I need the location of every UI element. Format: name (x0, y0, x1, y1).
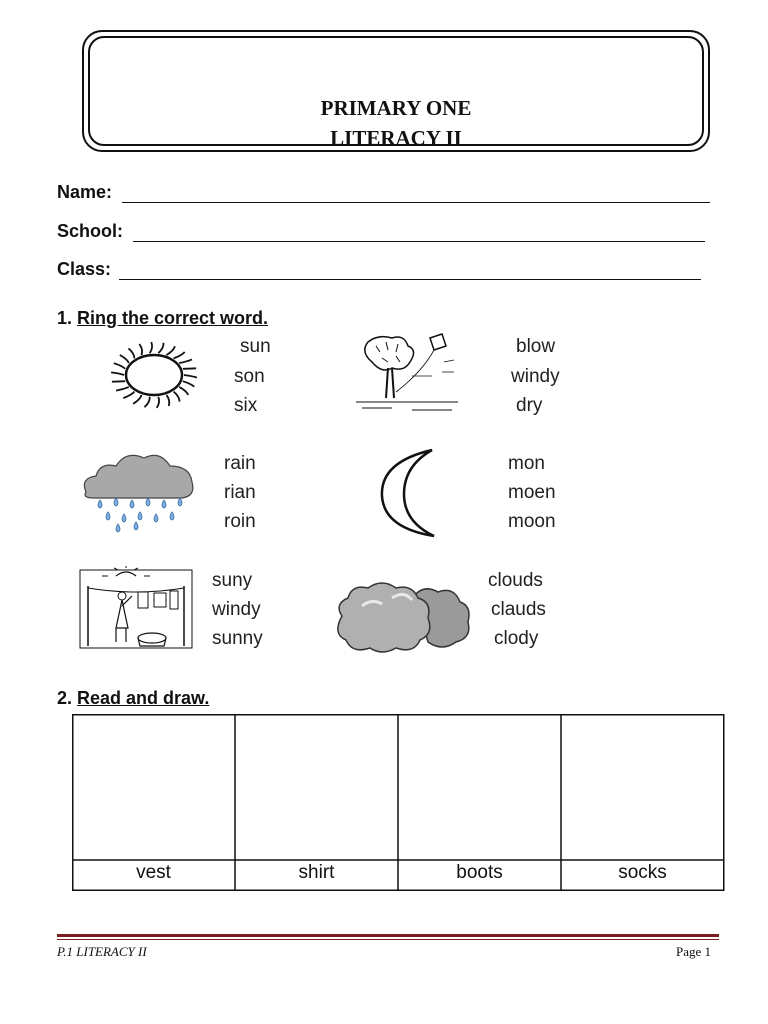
q1-word[interactable]: dry (516, 395, 543, 416)
draw-cell-vest[interactable] (73, 715, 234, 859)
q1-word[interactable]: rain (224, 453, 256, 474)
class-line[interactable] (119, 279, 701, 280)
q1-word[interactable]: sunny (212, 628, 263, 649)
cell-label-vest: vest (136, 862, 171, 883)
q2-heading-text: Read and draw. (77, 688, 210, 708)
q1-word[interactable]: mon (508, 453, 545, 474)
clouds-icon (332, 576, 474, 658)
q1-word[interactable]: windy (511, 366, 560, 387)
rain-cloud-icon (78, 448, 198, 534)
draw-cell-socks[interactable] (562, 715, 723, 859)
q1-word[interactable]: rian (224, 482, 256, 503)
q1-word[interactable]: roin (224, 511, 256, 532)
q1-word[interactable]: sun (240, 336, 271, 357)
page-number: Page 1 (676, 944, 712, 959)
draw-cell-boots[interactable] (399, 715, 560, 859)
q1-word[interactable]: suny (212, 570, 253, 591)
title-line-2: LITERACY II (330, 126, 462, 150)
title-line-1: PRIMARY ONE (320, 96, 472, 120)
q1-word[interactable]: windy (212, 599, 261, 620)
q2-number: 2. (57, 688, 73, 708)
q1-heading-text: Ring the correct word. (77, 308, 269, 328)
school-line[interactable] (133, 241, 705, 242)
q1-word[interactable]: moon (508, 511, 556, 532)
q1-heading (57, 308, 268, 329)
cell-label-boots: boots (456, 862, 503, 883)
q1-word[interactable]: moen (508, 482, 556, 503)
tree-kite-icon (352, 332, 462, 416)
q1-word[interactable]: blow (516, 336, 556, 357)
q1-word[interactable]: clouds (488, 570, 543, 591)
draw-cell-shirt[interactable] (236, 715, 397, 859)
q1-number: 1. (57, 308, 73, 328)
q1-word[interactable]: son (234, 366, 265, 387)
footer-rule (57, 934, 719, 937)
moon-icon (370, 446, 440, 540)
footer-rule-thin (57, 939, 719, 940)
cell-label-shirt: shirt (298, 862, 335, 883)
class-label: Class: (57, 259, 112, 279)
cell-label-socks: socks (618, 862, 667, 883)
school-label: School: (57, 221, 123, 241)
washing-line-icon (78, 566, 194, 652)
q1-word[interactable]: clody (494, 628, 539, 649)
sun-icon (108, 340, 200, 410)
q1-word[interactable]: six (234, 395, 258, 416)
q1-word[interactable]: clauds (491, 599, 546, 620)
name-line[interactable] (122, 202, 710, 203)
footer-left: P.1 LITERACY II (57, 944, 147, 959)
name-label: Name: (57, 182, 113, 202)
q2-heading (57, 688, 209, 709)
